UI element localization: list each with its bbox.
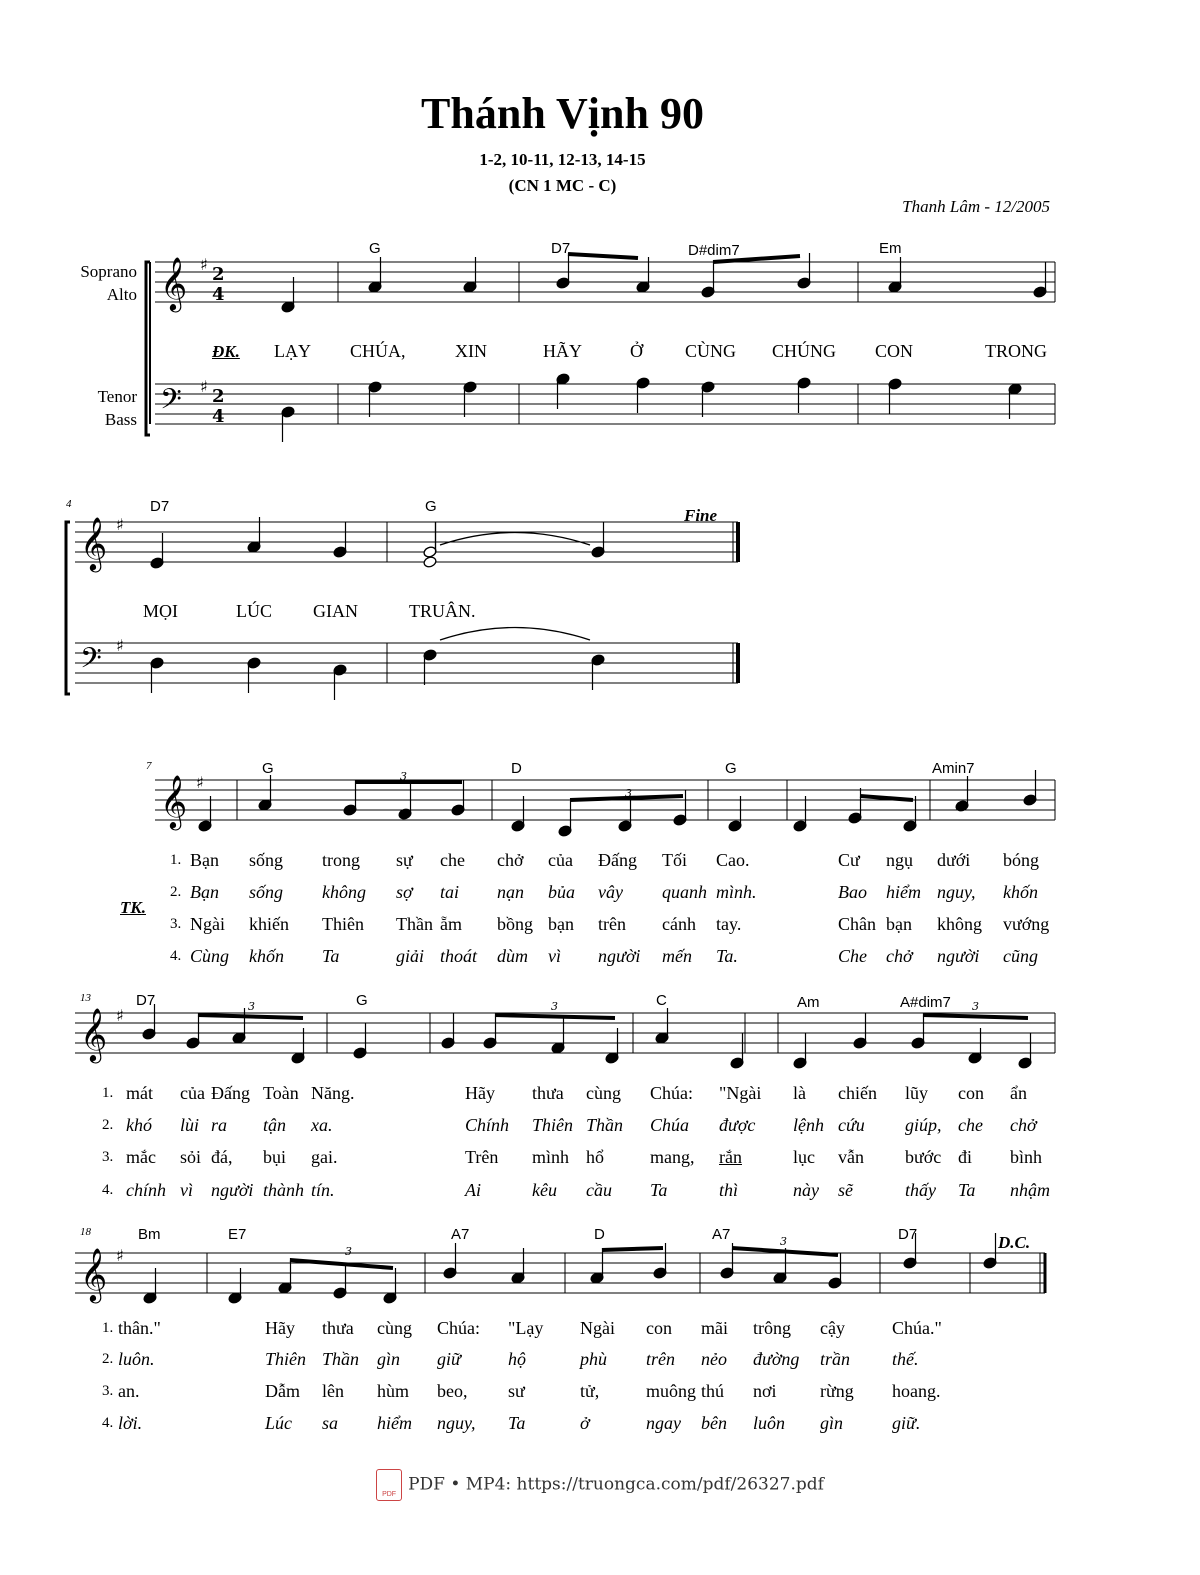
verse-number: 4. [102, 1415, 114, 1431]
note-beam [568, 254, 638, 258]
lyric-word: thì [719, 1180, 739, 1200]
lyric-word: của [548, 850, 573, 870]
lyric-word: Thần [586, 1115, 624, 1135]
lyric-word: phù [580, 1349, 607, 1369]
treble-clef-icon: 𝄞 [80, 1247, 108, 1301]
pdf-icon: PDF [376, 1469, 402, 1501]
tie [440, 533, 590, 546]
lyric-word: MỌI [143, 601, 178, 621]
part-label-soprano: Soprano [80, 262, 137, 281]
lyric-word: trong [322, 850, 360, 870]
lyric-word: cũng [1003, 946, 1038, 966]
note-beam [860, 796, 913, 800]
lyric-word: bồng [497, 914, 533, 934]
lyric-word: gìn [820, 1413, 844, 1433]
measure-number: 18 [80, 1226, 91, 1238]
lyric-word: thân." [118, 1318, 161, 1338]
lyric-word: bước [905, 1147, 942, 1167]
lyric-word: cậy [820, 1318, 845, 1338]
lyric-word: rắn [719, 1147, 742, 1167]
time-signature: 4 [212, 406, 225, 427]
lyric-word: bụi [263, 1147, 287, 1167]
lyric-word: mãi [701, 1318, 728, 1338]
lyric-word: Toàn [263, 1083, 299, 1103]
chord-symbol: A7 [451, 1226, 470, 1243]
note-head [423, 556, 437, 569]
lyric-word: mát [126, 1083, 153, 1103]
chord-symbol: A7 [712, 1226, 731, 1243]
lyric-word: Bạn [190, 882, 219, 902]
chord-symbol: E7 [228, 1226, 247, 1243]
chord-symbol: D7 [898, 1226, 918, 1243]
lyric-word: vướng [1003, 914, 1050, 934]
lyric-word: chở [886, 946, 913, 966]
lyric-word: sỏi [180, 1147, 202, 1167]
chord-symbol: G [425, 498, 437, 515]
lyric-word: ra [211, 1115, 228, 1135]
lyric-word: khốn [1003, 882, 1038, 902]
lyric-word: ngay [646, 1413, 681, 1433]
lyric-word: của [180, 1083, 205, 1103]
da-capo-marker: D.C. [998, 1233, 1031, 1252]
key-signature-sharp: ♯ [200, 377, 208, 396]
lyric-word: bạn [886, 914, 912, 934]
lyric-word: giúp, [905, 1115, 942, 1135]
key-signature-sharp: ♯ [196, 773, 204, 792]
lyric-word: bóng [1003, 850, 1039, 870]
lyric-word: giữ. [892, 1413, 921, 1433]
lyric-word: con [958, 1083, 984, 1103]
lyric-word: sa [322, 1413, 339, 1433]
lyric-word: ngụ [886, 850, 913, 870]
lyric-word: nạn [497, 882, 524, 902]
lyric-word: bủa [548, 882, 575, 902]
note-beam [923, 1015, 1028, 1018]
lyric-word: vì [548, 946, 561, 966]
lyric-word: sự [396, 850, 413, 870]
lyric-word: thành [263, 1180, 305, 1200]
time-signature: 2 [212, 386, 225, 407]
note-beam [495, 1015, 615, 1018]
lyric-word: vì [180, 1180, 193, 1200]
lyric-word: sống [249, 850, 284, 870]
lyric-word: ở [580, 1413, 590, 1433]
lyric-word: an. [118, 1381, 140, 1401]
triplet-number: 3 [248, 1000, 255, 1013]
lyric-word: Thiên [322, 914, 364, 934]
lyric-word: kêu [532, 1180, 557, 1200]
lyric-word: cùng [377, 1318, 412, 1338]
lyric-word: ẵm [440, 914, 462, 934]
lyric-word: Ta [958, 1180, 976, 1200]
lyric-word: thế. [892, 1349, 919, 1369]
lyric-word: thú [701, 1381, 725, 1401]
lyric-word: giải [396, 946, 425, 966]
lyric-word: lục [793, 1147, 815, 1167]
lyric-word: sư [508, 1381, 525, 1401]
lyric-word: TRUÂN. [409, 601, 476, 621]
lyric-word: HÃY [543, 341, 582, 361]
lyric-word: "Ngài [719, 1083, 762, 1103]
verse-number: 1. [102, 1320, 114, 1336]
lyric-word: giữ [437, 1349, 461, 1369]
key-signature-sharp: ♯ [116, 1006, 124, 1025]
lyric-word: hộ [508, 1349, 526, 1369]
chord-symbol: D [511, 760, 522, 777]
lyric-word: không [322, 882, 366, 902]
lyric-word: XIN [455, 341, 487, 361]
key-signature-sharp: ♯ [116, 636, 124, 655]
note-beam [198, 1015, 303, 1018]
lyric-word: Chúa [650, 1115, 690, 1135]
lyric-word: hổ [586, 1147, 604, 1167]
lyric-word: dưới [937, 850, 971, 870]
chord-symbol: Em [879, 240, 902, 257]
lyric-word: Ta. [716, 946, 738, 966]
lyric-word: Chúa." [892, 1318, 942, 1338]
lyric-word: hùm [377, 1381, 410, 1401]
lyric-word: tay. [716, 914, 742, 934]
lyric-word: này [793, 1180, 819, 1200]
lyric-word: sống [249, 882, 284, 902]
lyric-word: CHÚNG [772, 341, 837, 361]
chord-symbol: D7 [150, 498, 170, 515]
lyric-word: cùng [586, 1083, 621, 1103]
lyric-word: mang, [650, 1147, 695, 1167]
triplet-number: 3 [551, 1000, 558, 1013]
lyric-word: xa. [311, 1115, 333, 1135]
tie [440, 628, 590, 641]
lyric-word: che [958, 1115, 983, 1135]
lyric-word: cầu [586, 1180, 612, 1200]
lyric-word: Ta [650, 1180, 668, 1200]
measure-number: 13 [80, 992, 91, 1004]
lyric-word: Cư [838, 850, 860, 870]
verse-number: 1. [170, 852, 182, 868]
lyric-word: ẩn [1010, 1083, 1027, 1103]
measure-number: 7 [146, 760, 152, 772]
lyric-word: CON [875, 341, 914, 361]
system-bracket [66, 522, 70, 694]
lyric-word: khó [126, 1115, 152, 1135]
lyric-word: trên [598, 914, 626, 934]
lyric-word: che [440, 850, 465, 870]
lyric-word: trên [646, 1349, 675, 1369]
lyric-word: vẫn [838, 1147, 864, 1167]
lyric-word: cánh [662, 914, 696, 934]
lyric-word: sẽ [838, 1180, 853, 1200]
lyric-word: mắc [126, 1147, 156, 1167]
psalm-verses: 1-2, 10-11, 12-13, 14-15 [479, 150, 646, 169]
chord-symbol: Amin7 [932, 760, 975, 777]
lyric-word: gìn [377, 1349, 401, 1369]
lyric-word: hiểm [377, 1413, 412, 1433]
time-signature: 2 [212, 264, 225, 285]
lyric-word: Hãy [465, 1083, 495, 1103]
lyric-word: khốn [249, 946, 284, 966]
lyric-word: hiểm [886, 882, 921, 902]
triplet-number: 3 [345, 1245, 352, 1258]
lyric-word: LẠY [274, 341, 311, 361]
lyric-word: chở [497, 850, 524, 870]
lyric-word: gai. [311, 1147, 338, 1167]
lyric-word: Bạn [190, 850, 219, 870]
treble-clef-icon: 𝄞 [80, 1007, 108, 1061]
key-signature-sharp: ♯ [116, 1246, 124, 1265]
lyric-word: Thiên [532, 1115, 574, 1135]
triplet-number: 3 [972, 1000, 979, 1013]
lyric-word: Thần [322, 1349, 360, 1369]
lyric-word: lũy [905, 1083, 929, 1103]
lyric-word: là [793, 1083, 806, 1103]
chord-symbol: D7 [136, 992, 156, 1009]
chord-symbol: G [356, 992, 368, 1009]
chord-symbol: G [725, 760, 737, 777]
lyric-word: Trên [465, 1147, 499, 1167]
time-signature: 4 [212, 284, 225, 305]
lyric-word: thoát [440, 946, 478, 966]
lyric-word: Ai [465, 1180, 481, 1200]
lyric-word: "Lạy [508, 1318, 544, 1338]
lyric-word: chính [126, 1180, 166, 1200]
lyric-word: mình. [716, 882, 757, 902]
chord-symbol: D [594, 1226, 605, 1243]
part-label-bass: Bass [104, 410, 137, 429]
lyric-word: Cao. [716, 850, 750, 870]
lyric-word: chiến [838, 1083, 877, 1103]
verse-number: 1. [102, 1085, 114, 1101]
lyric-word: Thần [396, 914, 433, 934]
measure-number: 4 [66, 498, 72, 510]
lyric-word: người [937, 946, 980, 966]
key-signature-sharp: ♯ [116, 515, 124, 534]
bass-clef-icon: 𝄢 [80, 642, 102, 682]
verse-number: 3. [102, 1149, 114, 1165]
verse-number: 2. [170, 884, 182, 900]
lyric-word: mến [662, 946, 692, 966]
lyric-word: nguy, [437, 1413, 476, 1433]
chord-symbol: Am [797, 994, 820, 1011]
lyric-word: lời. [118, 1413, 143, 1433]
verse-number: 4. [170, 948, 182, 964]
chord-symbol: G [369, 240, 381, 257]
part-label-tenor: Tenor [97, 387, 137, 406]
lyric-word: đường [753, 1349, 800, 1369]
lyric-word: Chúa: [650, 1083, 693, 1103]
lyric-word: cứu [838, 1115, 865, 1135]
chord-symbol: D7 [551, 240, 571, 257]
chord-symbol: A#dim7 [900, 994, 951, 1011]
verse-number: 2. [102, 1351, 114, 1367]
note-beam [290, 1260, 393, 1268]
lyric-word: CÙNG [685, 341, 737, 361]
lyric-word: nơi [753, 1381, 777, 1401]
liturgical-day: (CN 1 MC - C) [508, 176, 617, 195]
lyric-word: Ta [508, 1413, 526, 1433]
lyric-word: Chính [465, 1115, 510, 1135]
lyric-word: tận [263, 1115, 287, 1135]
lyric-word: dùm [497, 946, 528, 966]
verse-number: 2. [102, 1117, 114, 1133]
lyric-word: lùi [180, 1115, 200, 1135]
lyric-word: thưa [532, 1083, 564, 1103]
chord-symbol: Bm [138, 1226, 161, 1243]
footer-text[interactable]: PDF • MP4: https://truongca.com/pdf/26327.pdf [408, 1474, 824, 1495]
note-beam [602, 1248, 663, 1250]
lyric-word: Đấng [598, 850, 637, 870]
lyric-word: Che [838, 946, 867, 966]
treble-clef-icon: 𝄞 [160, 256, 188, 310]
lyric-word: lệnh [793, 1115, 824, 1135]
lyric-word: Năng. [311, 1083, 355, 1103]
lyric-word: Ta [322, 946, 340, 966]
lyric-word: khiến [249, 914, 289, 934]
verse-number: 4. [102, 1182, 114, 1198]
treble-clef-icon: 𝄞 [160, 774, 188, 828]
lyric-word: quanh [662, 882, 707, 902]
lyric-word: thấy [905, 1180, 936, 1200]
lyric-word: LÚC [236, 601, 272, 621]
lyric-word: nhậm [1010, 1180, 1050, 1200]
lyric-word: bên [701, 1413, 727, 1433]
key-signature-sharp: ♯ [200, 255, 208, 274]
lyric-word: tín. [311, 1180, 335, 1200]
chord-symbol: D#dim7 [688, 242, 740, 259]
lyric-word: vây [598, 882, 623, 902]
lyric-word: Chân [838, 914, 876, 934]
footer-link[interactable] [0, 1469, 1200, 1501]
lyric-word: con [646, 1318, 672, 1338]
triplet-number: 3 [780, 1235, 787, 1248]
composer: Thanh Lâm - 12/2005 [902, 197, 1050, 216]
lyric-word: Bao [838, 882, 867, 902]
lyric-word: người [598, 946, 641, 966]
lyric-word: Chúa: [437, 1318, 480, 1338]
lyric-word: Dẫm [265, 1381, 300, 1401]
refrain-marker: ĐK. [212, 342, 240, 361]
part-label-alto: Alto [106, 285, 137, 304]
lyric-word: thưa [322, 1318, 354, 1338]
lyric-word: Ở [630, 341, 643, 361]
lyric-word: bình [1010, 1147, 1043, 1167]
bass-clef-icon: 𝄢 [160, 383, 182, 423]
lyric-word: Thiên [265, 1349, 307, 1369]
lyric-word: tử, [580, 1381, 600, 1401]
lyric-word: đi [958, 1147, 973, 1167]
chord-symbol: G [262, 760, 274, 777]
triplet-number: 3 [625, 787, 632, 800]
lyric-word: Hãy [265, 1318, 295, 1338]
lyric-word: CHÚA, [350, 341, 406, 361]
lyric-word: sợ [396, 882, 413, 902]
lyric-word: đá, [211, 1147, 233, 1167]
lyric-word: Tối [662, 850, 687, 870]
lyric-word: Đấng [211, 1083, 250, 1103]
lyric-word: TRONG [985, 341, 1047, 361]
lyric-word: không [937, 914, 982, 934]
lyric-word: mình [532, 1147, 570, 1167]
lyric-word: muông [646, 1381, 697, 1401]
lyric-word: Ngài [190, 914, 225, 934]
lyric-word: bạn [548, 914, 574, 934]
lyric-word: trông [753, 1318, 791, 1338]
lyric-word: Ngài [580, 1318, 615, 1338]
treble-clef-icon: 𝄞 [80, 516, 108, 570]
lyric-word: GIAN [313, 601, 358, 621]
lyric-word: trần [820, 1349, 851, 1369]
lyric-word: chở [1010, 1115, 1037, 1135]
lyric-word: rừng [820, 1381, 854, 1401]
lyric-word: tai [440, 882, 460, 902]
lyric-word: lên [322, 1381, 344, 1401]
fine-marker: Fine [684, 506, 718, 525]
lyric-word: được [719, 1115, 756, 1135]
page-title: Thánh Vịnh 90 [421, 89, 704, 138]
lyric-word: luôn [753, 1413, 786, 1433]
lyric-word: nguy, [937, 882, 976, 902]
triplet-number: 3 [400, 770, 407, 783]
lyric-word: Cùng [190, 946, 230, 966]
lyric-word: luôn. [118, 1349, 155, 1369]
verse-marker: TK. [120, 898, 146, 917]
verse-number: 3. [170, 916, 182, 932]
lyric-word: Lúc [265, 1413, 292, 1433]
lyric-word: hoang. [892, 1381, 941, 1401]
lyric-word: người [211, 1180, 254, 1200]
lyric-word: beo, [437, 1381, 468, 1401]
verse-number: 3. [102, 1383, 114, 1399]
lyric-word: nẻo [701, 1349, 727, 1369]
chord-symbol: C [656, 992, 667, 1009]
